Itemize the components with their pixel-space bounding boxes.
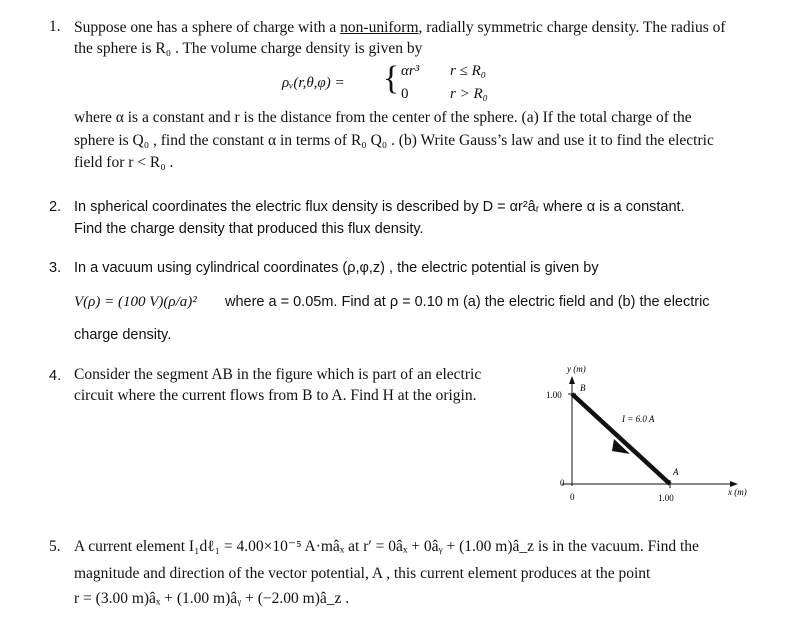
problem-1-line1-pre: Suppose one has a sphere of charge with a [74, 19, 341, 36]
point-b-label: B [580, 383, 586, 393]
problem-4-line2: circuit where the current flows from B to A. Find H at the origin. [74, 387, 477, 404]
x-axis-label: x (m) [728, 487, 747, 497]
problem-1-line3: where α is a constant and r is the distance from the center of the sphere. (a) If the total charge of the [74, 109, 692, 126]
problem-5-line1: A current element I₁dℓ₁ = 4.00×10⁻⁵ A·mâₓ at r′ = 0âₓ + 0âᵧ + (1.00 m)â_z is in the vacuum. Find the [74, 538, 699, 555]
segment-ab-figure [540, 358, 780, 508]
problem-3-line3: charge density. [74, 327, 172, 343]
problem-2-line2: Find the charge density that produced this flux density. [74, 221, 424, 237]
case-2-condition: r > R₀ [450, 86, 488, 102]
y-axis-label: y (m) [567, 364, 586, 374]
x-tick-right-label: 1.00 [658, 493, 674, 503]
problem-5-line3: r = (3.00 m)âₓ + (1.00 m)âᵧ + (−2.00 m)â_z . [74, 590, 350, 607]
current-label: I = 6.0 A [622, 414, 655, 424]
problem-3-line1: In a vacuum using cylindrical coordinates (ρ,φ,z) , the electric potential is given by [74, 260, 599, 276]
case-1-value: αr³ [401, 63, 420, 79]
problem-5-number: 5. [49, 538, 61, 555]
problem-1-underlined-term: non-uniform [340, 19, 419, 36]
problem-3-number: 3. [49, 260, 62, 276]
potential-formula: V(ρ) = (100 V)(ρ/a)² [74, 294, 197, 310]
point-a-label: A [673, 467, 679, 477]
y-axis-arrow-icon [569, 376, 575, 384]
x-tick-zero-label: 0 [570, 492, 575, 502]
problem-3-line2: where a = 0.05m. Find at ρ = 0.10 m (a) the electric field and (b) the electric [225, 294, 710, 310]
problem-1-line1-post: , radially symmetric charge density. The radius of [418, 19, 726, 36]
problem-1-number: 1. [49, 18, 61, 35]
problem-4-line1: Consider the segment AB in the figure which is part of an electric [74, 366, 482, 383]
problem-1-line1 [74, 17, 726, 39]
problem-5-line2: magnitude and direction of the vector potential, A , this current element produces at the point [74, 565, 651, 582]
problem-1-line2: the sphere is R₀ . The volume charge density is given by [74, 40, 423, 57]
charge-density-lhs: ρᵥ(r,θ,φ) = [282, 75, 345, 91]
problem-4-number: 4. [49, 368, 62, 384]
problem-2-line1: In spherical coordinates the electric flux density is described by D = αr²âᵣ where α is a constant. [74, 199, 685, 215]
y-tick-top-label: 1.00 [546, 390, 562, 400]
problem-2-number: 2. [49, 199, 62, 215]
piecewise-brace: { [383, 60, 400, 97]
case-2-value: 0 [401, 86, 409, 102]
problem-1-line5: field for r < R₀ . [74, 154, 174, 171]
y-tick-zero-label: 0 [560, 478, 565, 488]
segment-ab [572, 394, 670, 484]
problem-1-line4: sphere is Q₀ , find the constant α in terms of R₀ Q₀ . (b) Write Gauss’s law and use it to find the electric [74, 132, 714, 149]
case-1-condition: r ≤ R₀ [450, 63, 486, 79]
